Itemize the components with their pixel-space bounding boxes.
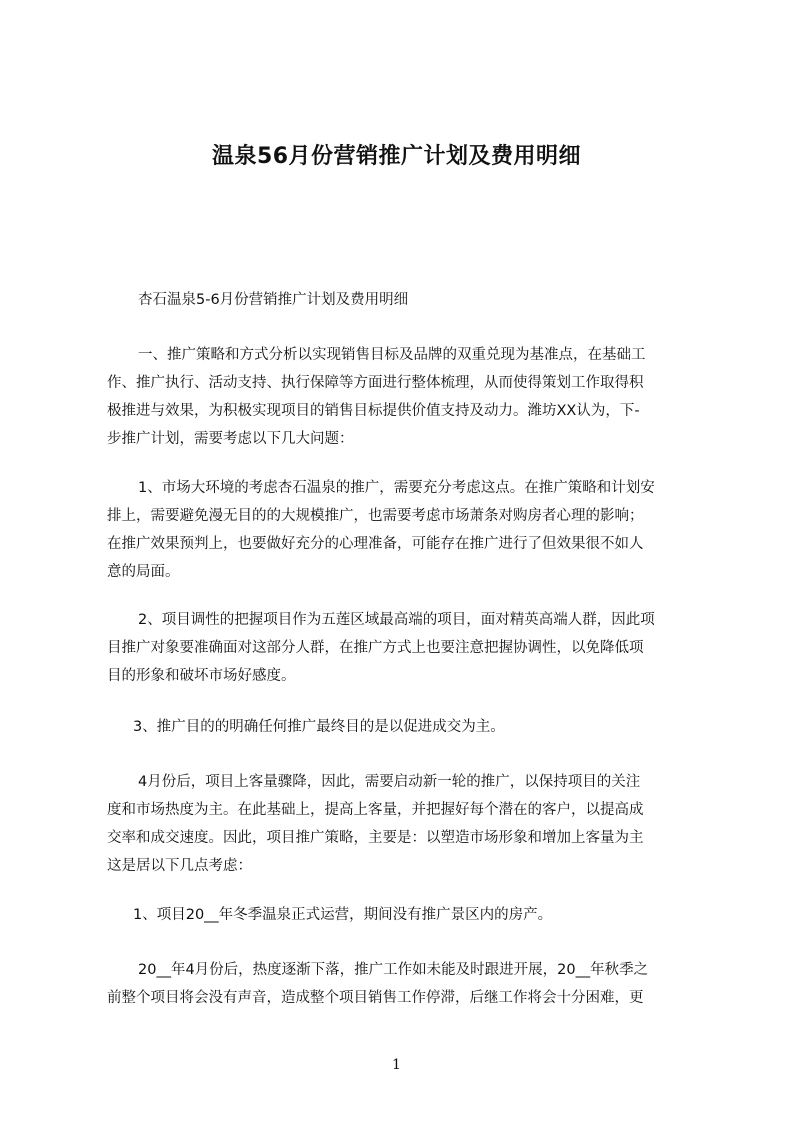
- paragraph-line: 极推进与效果，为积极实现项目的销售目标提供价值支持及动力。潍坊XX认为，下-: [107, 403, 640, 419]
- paragraph-line: 度和市场热度为主。在此基础上，提高上客量，并把握好每个潜在的客户，以提高成: [107, 802, 644, 818]
- document-title: 温泉56月份营销推广计划及费用明细: [211, 144, 582, 169]
- paragraph-line: 步推广计划，需要考虑以下几大问题：: [107, 431, 354, 447]
- paragraph-line: 一、推广策略和方式分析以实现销售目标及品牌的双重兑现为基准点，在基础工: [138, 347, 646, 363]
- paragraph-line: 2、项目调性的把握项目作为五莲区域最高端的项目，面对精英高端人群，因此项: [138, 612, 655, 628]
- paragraph-line: 交率和成交速度。因此，项目推广策略，主要是：以塑造市场形象和增加上客量为主: [107, 830, 644, 846]
- paragraph-line: 目推广对象要准确面对这部分人群，在推广方式上也要注意把握协调性，以免降低项: [107, 640, 644, 656]
- page-number: 1: [392, 1057, 401, 1073]
- paragraph-line: 20__年4月份后，热度逐渐下落，推广工作如未能及时跟进开展，20__年秋季之: [138, 962, 649, 978]
- paragraph-line: 1、市场大环境的考虑杏石温泉的推广，需要充分考虑这点。在推广策略和计划安: [138, 480, 655, 496]
- document-subtitle: 杏石温泉5-6月份营销推广计划及费用明细: [138, 292, 409, 308]
- paragraph-line: 意的局面。: [107, 564, 180, 580]
- paragraph-line: 3、推广目的的明确任何推广最终目的是以促进成交为主。: [133, 719, 505, 735]
- paragraph-line: 这是居以下几点考虑：: [107, 858, 252, 874]
- paragraph-line: 排上，需要避免漫无目的的大规模推广，也需要考虑市场萧条对购房者心理的影响；: [107, 508, 644, 524]
- paragraph-line: 1、项目20__年冬季温泉正式运营，期间没有推广景区内的房产。: [133, 907, 553, 923]
- paragraph-line: 目的形象和破坏市场好感度。: [107, 668, 296, 684]
- paragraph-line: 4月份后，项目上客量骤降，因此，需要启动新一轮的推广，以保持项目的关注: [138, 774, 641, 790]
- paragraph-line: 前整个项目将会没有声音，造成整个项目销售工作停滞，后继工作将会十分困难，更: [107, 990, 644, 1006]
- paragraph-line: 在推广效果预判上，也要做好充分的心理准备，可能存在推广进行了但效果很不如人: [107, 536, 644, 552]
- paragraph-line: 作、推广执行、活动支持、执行保障等方面进行整体梳理，从而使得策划工作取得积: [107, 375, 644, 391]
